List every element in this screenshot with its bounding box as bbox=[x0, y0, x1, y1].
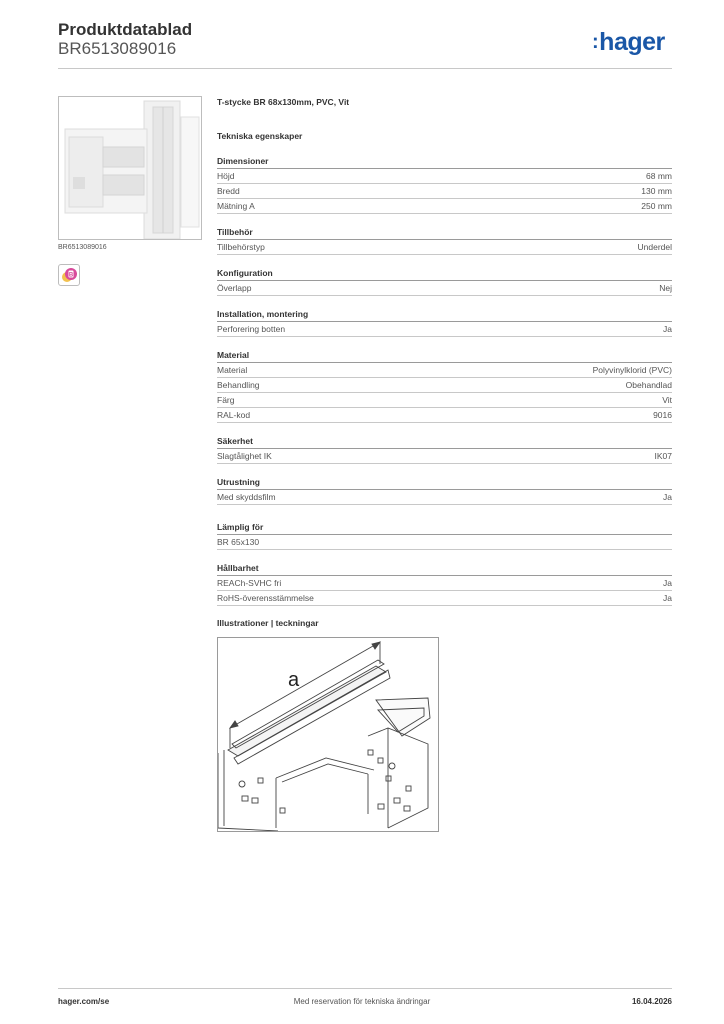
section-hallbarhet bbox=[217, 562, 672, 606]
property-label: BR 65x130 bbox=[217, 537, 260, 547]
logo-text: hager bbox=[599, 28, 665, 56]
property-value: Obehandlad bbox=[625, 380, 672, 390]
properties-heading: Tekniska egenskaper bbox=[217, 131, 303, 141]
property-label: Perforering botten bbox=[217, 324, 286, 334]
property-value: Polyvinylklorid (PVC) bbox=[592, 365, 672, 375]
section-dimensioner bbox=[217, 155, 672, 214]
property-row bbox=[217, 408, 672, 423]
section-title: Hållbarhet bbox=[217, 562, 672, 576]
property-value: Ja bbox=[663, 492, 672, 502]
property-value: 130 mm bbox=[641, 186, 672, 196]
footer-website: hager.com/se bbox=[58, 997, 110, 1006]
section-lamplig-for bbox=[217, 521, 672, 550]
section-title: Utrustning bbox=[217, 476, 672, 490]
property-row bbox=[217, 199, 672, 214]
property-row bbox=[217, 322, 672, 337]
dimension-label-a: a bbox=[288, 669, 300, 691]
property-label: RoHS-överensstämmelse bbox=[217, 593, 314, 603]
property-value: Vit bbox=[662, 395, 672, 405]
property-row bbox=[217, 576, 672, 591]
product-name: T-stycke BR 68x130mm, PVC, Vit bbox=[217, 97, 350, 107]
property-row bbox=[217, 449, 672, 464]
property-row bbox=[217, 535, 672, 550]
section-utrustning bbox=[217, 476, 672, 505]
section-installation bbox=[217, 308, 672, 337]
section-title: Säkerhet bbox=[217, 435, 672, 449]
property-row bbox=[217, 169, 672, 184]
product-code: BR6513089016 bbox=[58, 39, 177, 58]
product-photo-svg bbox=[59, 97, 202, 240]
property-value: Ja bbox=[663, 593, 672, 603]
property-label: RAL-kod bbox=[217, 410, 251, 420]
footer-disclaimer: Med reservation för tekniska ändringar bbox=[293, 997, 431, 1006]
property-row bbox=[217, 490, 672, 505]
property-row bbox=[217, 240, 672, 255]
property-row bbox=[217, 363, 672, 378]
section-title: Tillbehör bbox=[217, 226, 672, 240]
header-divider bbox=[58, 68, 672, 69]
t-piece-drawing-svg bbox=[218, 638, 438, 831]
property-value: IK07 bbox=[654, 451, 672, 461]
property-label: Bredd bbox=[217, 186, 240, 196]
section-material bbox=[217, 349, 672, 423]
property-label: Färg bbox=[217, 395, 235, 405]
property-label: Behandling bbox=[217, 380, 260, 390]
property-row bbox=[217, 378, 672, 393]
property-value: 9016 bbox=[653, 410, 672, 420]
property-value: 250 mm bbox=[641, 201, 672, 211]
property-value: Ja bbox=[663, 324, 672, 334]
properties-table bbox=[217, 155, 672, 618]
property-row bbox=[217, 591, 672, 606]
property-label: REACh-SVHC fri bbox=[217, 578, 282, 588]
section-tillbehor bbox=[217, 226, 672, 255]
property-value: Ja bbox=[663, 578, 672, 588]
product-image bbox=[58, 96, 202, 240]
illustrations-heading: Illustrationer | teckningar bbox=[217, 618, 319, 628]
section-title: Lämplig för bbox=[217, 521, 672, 535]
section-title: Installation, montering bbox=[217, 308, 672, 322]
section-konfiguration bbox=[217, 267, 672, 296]
property-row bbox=[217, 393, 672, 408]
property-label: Tillbehörstyp bbox=[217, 242, 265, 252]
section-title: Konfiguration bbox=[217, 267, 672, 281]
technical-drawing bbox=[217, 637, 439, 832]
property-label: Slagtålighet IK bbox=[217, 451, 272, 461]
section-title: Dimensioner bbox=[217, 155, 672, 169]
property-label: Material bbox=[217, 365, 248, 375]
circularity-badge bbox=[58, 264, 80, 286]
section-sakerhet bbox=[217, 435, 672, 464]
property-value: Nej bbox=[659, 283, 672, 293]
property-label: Höjd bbox=[217, 171, 235, 181]
property-label: Mätning A bbox=[217, 201, 255, 211]
svg-text:B: B bbox=[68, 272, 74, 279]
footer-date: 16.04.2026 bbox=[631, 997, 672, 1006]
hager-logo: :hager bbox=[592, 28, 665, 56]
image-caption: BR6513089016 bbox=[58, 244, 107, 251]
property-row bbox=[217, 184, 672, 199]
property-value: 68 mm bbox=[646, 171, 672, 181]
recycle-badge-icon bbox=[59, 265, 79, 285]
property-label: Med skyddsfilm bbox=[217, 492, 276, 502]
section-title: Material bbox=[217, 349, 672, 363]
property-row bbox=[217, 281, 672, 296]
page-title: Produktdatablad bbox=[58, 20, 193, 39]
footer-divider bbox=[58, 988, 672, 989]
property-value: Underdel bbox=[637, 242, 672, 252]
property-label: Överlapp bbox=[217, 283, 252, 293]
